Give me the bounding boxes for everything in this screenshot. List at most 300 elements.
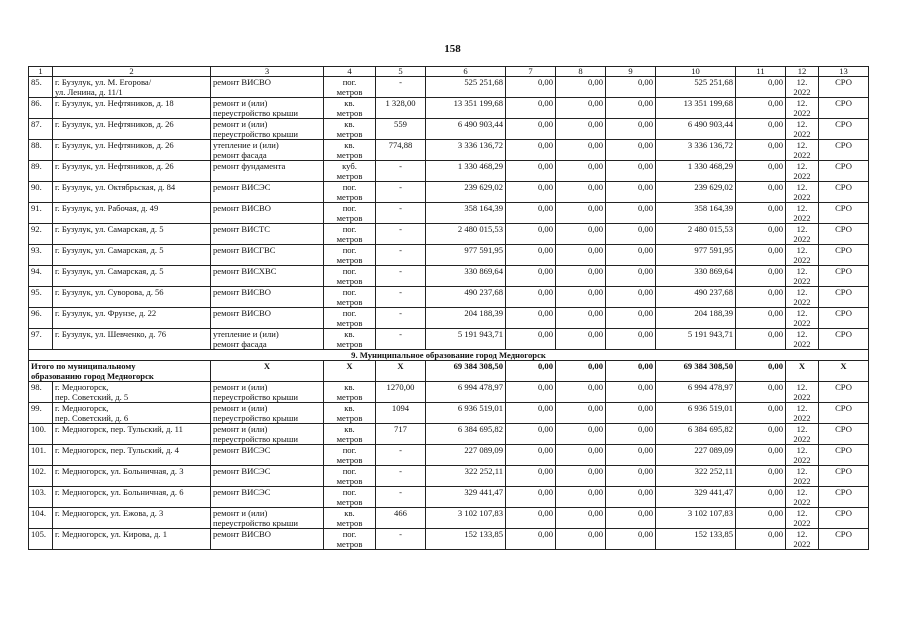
fund-col-9: 0,00 (606, 119, 656, 140)
fund-col-11: 0,00 (736, 98, 786, 119)
address-line-1: г. Бузулук, ул. Нефтяников, д. 26 (55, 119, 174, 129)
completion-date (786, 77, 819, 98)
fund-col-7: 0,00 (506, 140, 556, 161)
table-row (29, 266, 869, 287)
address-line-2 (55, 476, 208, 486)
contractor-method: СРО (819, 466, 869, 487)
work-type (211, 329, 324, 350)
address-line-1: г. Медногорск, ул. Ежова, д. 3 (55, 508, 164, 518)
unit (324, 266, 376, 287)
work-type-line-2 (213, 171, 321, 181)
work-type-line-1: утепление и (или) (213, 329, 279, 339)
completion-date-line-1: 12. (796, 266, 808, 276)
total-c10: 69 384 308,50 (656, 361, 736, 382)
contractor-method: СРО (819, 424, 869, 445)
work-type-line-1: ремонт ВИСЭС (213, 182, 271, 192)
completion-date-line-1: 12. (796, 445, 808, 455)
completion-date-line-2: 2022 (793, 213, 811, 223)
fund-col-10: 490 237,68 (656, 287, 736, 308)
fund-col-11: 0,00 (736, 224, 786, 245)
work-type-line-2 (213, 318, 321, 328)
address-line-2: пер. Советский, д. 5 (55, 392, 129, 402)
row-number: 95. (29, 287, 53, 308)
work-type-line-2 (213, 213, 321, 223)
fund-col-9: 0,00 (606, 161, 656, 182)
completion-date (786, 203, 819, 224)
completion-date (786, 119, 819, 140)
unit-line-2: метров (336, 234, 363, 244)
table-row (29, 329, 869, 350)
fund-col-11: 0,00 (736, 119, 786, 140)
unit-line-1: кв. (344, 140, 355, 150)
fund-col-11: 0,00 (736, 529, 786, 550)
table-row (29, 140, 869, 161)
total-cost: 329 441,47 (426, 487, 506, 508)
unit (324, 466, 376, 487)
fund-col-7: 0,00 (506, 308, 556, 329)
work-type-line-2: переустройство крыши (213, 518, 298, 528)
fund-col-11: 0,00 (736, 445, 786, 466)
unit-line-2: метров (336, 455, 363, 465)
row-number: 97. (29, 329, 53, 350)
completion-date (786, 266, 819, 287)
total-cost: 13 351 199,68 (426, 98, 506, 119)
unit-line-2: метров (336, 392, 363, 402)
address (53, 445, 211, 466)
quantity: 466 (376, 508, 426, 529)
completion-date-line-2: 2022 (793, 539, 811, 549)
address (53, 487, 211, 508)
total-cost: 5 191 943,71 (426, 329, 506, 350)
completion-date (786, 424, 819, 445)
quantity: - (376, 329, 426, 350)
table-row (29, 308, 869, 329)
fund-col-9: 0,00 (606, 245, 656, 266)
work-type-line-1: ремонт и (или) (213, 382, 268, 392)
fund-col-10: 227 089,09 (656, 445, 736, 466)
address-line-1: г. Медногорск, (55, 382, 109, 392)
completion-date-line-2: 2022 (793, 150, 811, 160)
address (53, 308, 211, 329)
work-type-line-2 (213, 455, 321, 465)
unit (324, 329, 376, 350)
unit-line-2: метров (336, 108, 363, 118)
address-line-1: г. Медногорск, пер. Тульский, д. 11 (55, 424, 183, 434)
column-number-12: 12 (786, 67, 819, 77)
total-c13: X (819, 361, 869, 382)
total-c6: 69 384 308,50 (426, 361, 506, 382)
completion-date-line-1: 12. (796, 487, 808, 497)
row-number: 104. (29, 508, 53, 529)
address-line-2 (55, 339, 208, 349)
unit (324, 161, 376, 182)
address (53, 382, 211, 403)
work-type-line-2 (213, 234, 321, 244)
column-number-13: 13 (819, 67, 869, 77)
address-line-2 (55, 129, 208, 139)
address-line-2 (55, 171, 208, 181)
table-row (29, 119, 869, 140)
address (53, 77, 211, 98)
total-c9: 0,00 (606, 361, 656, 382)
fund-col-8: 0,00 (556, 466, 606, 487)
unit-line-2: метров (336, 276, 363, 286)
quantity: - (376, 161, 426, 182)
address-line-2 (55, 150, 208, 160)
unit-line-2: метров (336, 192, 363, 202)
unit (324, 119, 376, 140)
quantity: 774,88 (376, 140, 426, 161)
address (53, 182, 211, 203)
total-cost: 525 251,68 (426, 77, 506, 98)
table-row (29, 508, 869, 529)
total-c3: X (211, 361, 324, 382)
fund-col-7: 0,00 (506, 424, 556, 445)
total-c8: 0,00 (556, 361, 606, 382)
work-type (211, 529, 324, 550)
quantity: - (376, 487, 426, 508)
fund-col-10: 358 164,39 (656, 203, 736, 224)
completion-date (786, 161, 819, 182)
column-number-row (29, 67, 869, 77)
fund-col-10: 5 191 943,71 (656, 329, 736, 350)
unit-line-2: метров (336, 413, 363, 423)
total-cost: 152 133,85 (426, 529, 506, 550)
page-number: 158 (444, 43, 461, 55)
fund-col-10: 2 480 015,53 (656, 224, 736, 245)
total-cost: 6 490 903,44 (426, 119, 506, 140)
table-row (29, 466, 869, 487)
unit-line-1: кв. (344, 119, 355, 129)
fund-col-9: 0,00 (606, 529, 656, 550)
completion-date-line-2: 2022 (793, 434, 811, 444)
total-c12: X (786, 361, 819, 382)
address-line-1: г. Бузулук, ул. Самарская, д. 5 (55, 245, 164, 255)
completion-date (786, 224, 819, 245)
address-line-2 (55, 455, 208, 465)
address-line-1: г. Бузулук, ул. Рабочая, д. 49 (55, 203, 159, 213)
address-line-1: г. Бузулук, ул. Суворова, д. 56 (55, 287, 164, 297)
quantity: 559 (376, 119, 426, 140)
table-body (29, 67, 869, 550)
table-row (29, 203, 869, 224)
row-number: 86. (29, 98, 53, 119)
completion-date (786, 98, 819, 119)
fund-col-10: 525 251,68 (656, 77, 736, 98)
repair-program-table (28, 66, 869, 550)
quantity: - (376, 287, 426, 308)
table-row (29, 182, 869, 203)
completion-date-line-2: 2022 (793, 129, 811, 139)
column-number-6: 6 (426, 67, 506, 77)
total-c5: X (376, 361, 426, 382)
row-number: 92. (29, 224, 53, 245)
fund-col-11: 0,00 (736, 287, 786, 308)
address (53, 119, 211, 140)
column-number-10: 10 (656, 67, 736, 77)
fund-col-11: 0,00 (736, 245, 786, 266)
completion-date (786, 403, 819, 424)
row-number: 100. (29, 424, 53, 445)
fund-col-7: 0,00 (506, 403, 556, 424)
fund-col-9: 0,00 (606, 466, 656, 487)
contractor-method: СРО (819, 329, 869, 350)
fund-col-8: 0,00 (556, 182, 606, 203)
fund-col-8: 0,00 (556, 203, 606, 224)
fund-col-9: 0,00 (606, 140, 656, 161)
completion-date-line-1: 12. (796, 529, 808, 539)
unit-line-2: метров (336, 518, 363, 528)
work-type-line-1: ремонт ВИСВО (213, 529, 271, 539)
address-line-1: г. Бузулук, ул. Самарская, д. 5 (55, 224, 164, 234)
total-label (29, 361, 211, 382)
quantity: - (376, 466, 426, 487)
unit (324, 529, 376, 550)
work-type-line-1: ремонт ВИСВО (213, 203, 271, 213)
table-row (29, 161, 869, 182)
table-row (29, 245, 869, 266)
unit (324, 308, 376, 329)
fund-col-10: 6 490 903,44 (656, 119, 736, 140)
address-line-1: г. Медногорск, ул. Кирова, д. 1 (55, 529, 167, 539)
work-type (211, 424, 324, 445)
row-number: 102. (29, 466, 53, 487)
address-line-1: г. Медногорск, (55, 403, 109, 413)
unit (324, 224, 376, 245)
work-type (211, 98, 324, 119)
contractor-method: СРО (819, 119, 869, 140)
fund-col-7: 0,00 (506, 161, 556, 182)
completion-date-line-1: 12. (796, 224, 808, 234)
work-type-line-2 (213, 297, 321, 307)
completion-date-line-1: 12. (796, 182, 808, 192)
address (53, 329, 211, 350)
completion-date (786, 329, 819, 350)
row-number: 98. (29, 382, 53, 403)
row-number: 93. (29, 245, 53, 266)
completion-date-line-1: 12. (796, 98, 808, 108)
unit-line-2: метров (336, 434, 363, 444)
table-row (29, 77, 869, 98)
work-type-line-1: ремонт и (или) (213, 508, 268, 518)
address-line-1: г. Бузулук, ул. Фрунзе, д. 22 (55, 308, 157, 318)
fund-col-8: 0,00 (556, 308, 606, 329)
work-type-line-2: переустройство крыши (213, 434, 298, 444)
fund-col-11: 0,00 (736, 508, 786, 529)
work-type-line-1: ремонт фундамента (213, 161, 286, 171)
quantity: - (376, 224, 426, 245)
work-type (211, 466, 324, 487)
table-row (29, 487, 869, 508)
unit (324, 424, 376, 445)
work-type-line-1: ремонт ВИСВО (213, 77, 271, 87)
unit-line-1: куб. (342, 161, 357, 171)
fund-col-11: 0,00 (736, 382, 786, 403)
completion-date-line-2: 2022 (793, 392, 811, 402)
column-number-1: 1 (29, 67, 53, 77)
unit-line-1: пог. (342, 182, 357, 192)
total-cost: 3 336 136,72 (426, 140, 506, 161)
unit (324, 245, 376, 266)
fund-col-8: 0,00 (556, 487, 606, 508)
completion-date-line-2: 2022 (793, 276, 811, 286)
address-line-1: г. Медногорск, ул. Больничная, д. 6 (55, 487, 184, 497)
address-line-2 (55, 434, 208, 444)
table-row (29, 287, 869, 308)
address (53, 466, 211, 487)
unit (324, 140, 376, 161)
completion-date (786, 245, 819, 266)
row-number: 94. (29, 266, 53, 287)
fund-col-7: 0,00 (506, 266, 556, 287)
quantity: 717 (376, 424, 426, 445)
total-label-line-2: образованию город Медногорск (31, 371, 154, 381)
fund-col-11: 0,00 (736, 403, 786, 424)
completion-date-line-1: 12. (796, 140, 808, 150)
fund-col-8: 0,00 (556, 424, 606, 445)
total-cost: 6 994 478,97 (426, 382, 506, 403)
total-cost: 3 102 107,83 (426, 508, 506, 529)
completion-date-line-1: 12. (796, 466, 808, 476)
fund-col-10: 329 441,47 (656, 487, 736, 508)
unit-line-1: пог. (342, 77, 357, 87)
address-line-1: г. Медногорск, ул. Больничная, д. 3 (55, 466, 184, 476)
contractor-method: СРО (819, 287, 869, 308)
unit-line-1: пог. (342, 529, 357, 539)
row-number: 90. (29, 182, 53, 203)
address-line-1: г. Бузулук, ул. Октябрьская, д. 84 (55, 182, 176, 192)
fund-col-9: 0,00 (606, 424, 656, 445)
fund-col-9: 0,00 (606, 203, 656, 224)
work-type-line-1: ремонт ВИСХВС (213, 266, 277, 276)
fund-col-9: 0,00 (606, 182, 656, 203)
work-type (211, 77, 324, 98)
address-line-2 (55, 497, 208, 507)
contractor-method: СРО (819, 77, 869, 98)
fund-col-8: 0,00 (556, 508, 606, 529)
contractor-method: СРО (819, 245, 869, 266)
completion-date-line-2: 2022 (793, 234, 811, 244)
unit-line-2: метров (336, 297, 363, 307)
fund-col-8: 0,00 (556, 140, 606, 161)
unit (324, 98, 376, 119)
table-row (29, 224, 869, 245)
unit-line-1: пог. (342, 224, 357, 234)
work-type (211, 487, 324, 508)
contractor-method: СРО (819, 140, 869, 161)
fund-col-11: 0,00 (736, 161, 786, 182)
completion-date-line-2: 2022 (793, 192, 811, 202)
column-number-11: 11 (736, 67, 786, 77)
fund-col-11: 0,00 (736, 266, 786, 287)
work-type-line-2: переустройство крыши (213, 413, 298, 423)
fund-col-10: 1 330 468,29 (656, 161, 736, 182)
completion-date-line-1: 12. (796, 245, 808, 255)
row-number: 85. (29, 77, 53, 98)
address (53, 203, 211, 224)
address-line-2 (55, 108, 208, 118)
fund-col-8: 0,00 (556, 287, 606, 308)
address (53, 529, 211, 550)
unit-line-1: кв. (344, 98, 355, 108)
fund-col-9: 0,00 (606, 287, 656, 308)
unit-line-2: метров (336, 87, 363, 97)
completion-date (786, 182, 819, 203)
work-type (211, 266, 324, 287)
unit-line-1: пог. (342, 203, 357, 213)
unit-line-1: пог. (342, 308, 357, 318)
completion-date-line-2: 2022 (793, 318, 811, 328)
work-type (211, 182, 324, 203)
completion-date-line-1: 12. (796, 308, 808, 318)
fund-col-9: 0,00 (606, 308, 656, 329)
completion-date-line-2: 2022 (793, 255, 811, 265)
completion-date-line-1: 12. (796, 77, 808, 87)
fund-col-11: 0,00 (736, 182, 786, 203)
fund-col-8: 0,00 (556, 382, 606, 403)
address (53, 508, 211, 529)
quantity: - (376, 529, 426, 550)
unit-line-1: кв. (344, 403, 355, 413)
fund-col-8: 0,00 (556, 77, 606, 98)
work-type-line-1: ремонт ВИСЭС (213, 466, 271, 476)
completion-date-line-1: 12. (796, 424, 808, 434)
work-type (211, 287, 324, 308)
unit (324, 203, 376, 224)
total-cost: 6 384 695,82 (426, 424, 506, 445)
address (53, 224, 211, 245)
fund-col-8: 0,00 (556, 445, 606, 466)
address-line-1: г. Бузулук, ул. Нефтяников, д. 26 (55, 140, 174, 150)
fund-col-7: 0,00 (506, 182, 556, 203)
fund-col-7: 0,00 (506, 529, 556, 550)
unit (324, 403, 376, 424)
municipality-total-row (29, 361, 869, 382)
work-type-line-1: ремонт и (или) (213, 424, 268, 434)
section-title: 9. Муниципальное образование город Медногорск (29, 350, 869, 361)
work-type (211, 382, 324, 403)
quantity: 1 328,00 (376, 98, 426, 119)
total-cost: 322 252,11 (426, 466, 506, 487)
completion-date (786, 466, 819, 487)
fund-col-11: 0,00 (736, 329, 786, 350)
address-line-2 (55, 213, 208, 223)
column-number-5: 5 (376, 67, 426, 77)
unit-line-1: пог. (342, 287, 357, 297)
work-type (211, 308, 324, 329)
work-type-line-2 (213, 87, 321, 97)
contractor-method: СРО (819, 382, 869, 403)
fund-col-9: 0,00 (606, 382, 656, 403)
work-type-line-1: ремонт ВИСЭС (213, 487, 271, 497)
address-line-2 (55, 297, 208, 307)
address-line-2 (55, 518, 208, 528)
fund-col-10: 152 133,85 (656, 529, 736, 550)
address-line-1: г. Бузулук, ул. Нефтяников, д. 26 (55, 161, 174, 171)
total-cost: 6 936 519,01 (426, 403, 506, 424)
address-line-2: ул. Ленина, д. 11/1 (55, 87, 123, 97)
unit-line-2: метров (336, 539, 363, 549)
address (53, 287, 211, 308)
completion-date (786, 140, 819, 161)
completion-date-line-2: 2022 (793, 171, 811, 181)
address-line-2 (55, 539, 208, 549)
address-line-1: г. Бузулук, ул. М. Егорова/ (55, 77, 152, 87)
work-type-line-2 (213, 192, 321, 202)
completion-date-line-2: 2022 (793, 297, 811, 307)
fund-col-11: 0,00 (736, 77, 786, 98)
work-type-line-2 (213, 255, 321, 265)
